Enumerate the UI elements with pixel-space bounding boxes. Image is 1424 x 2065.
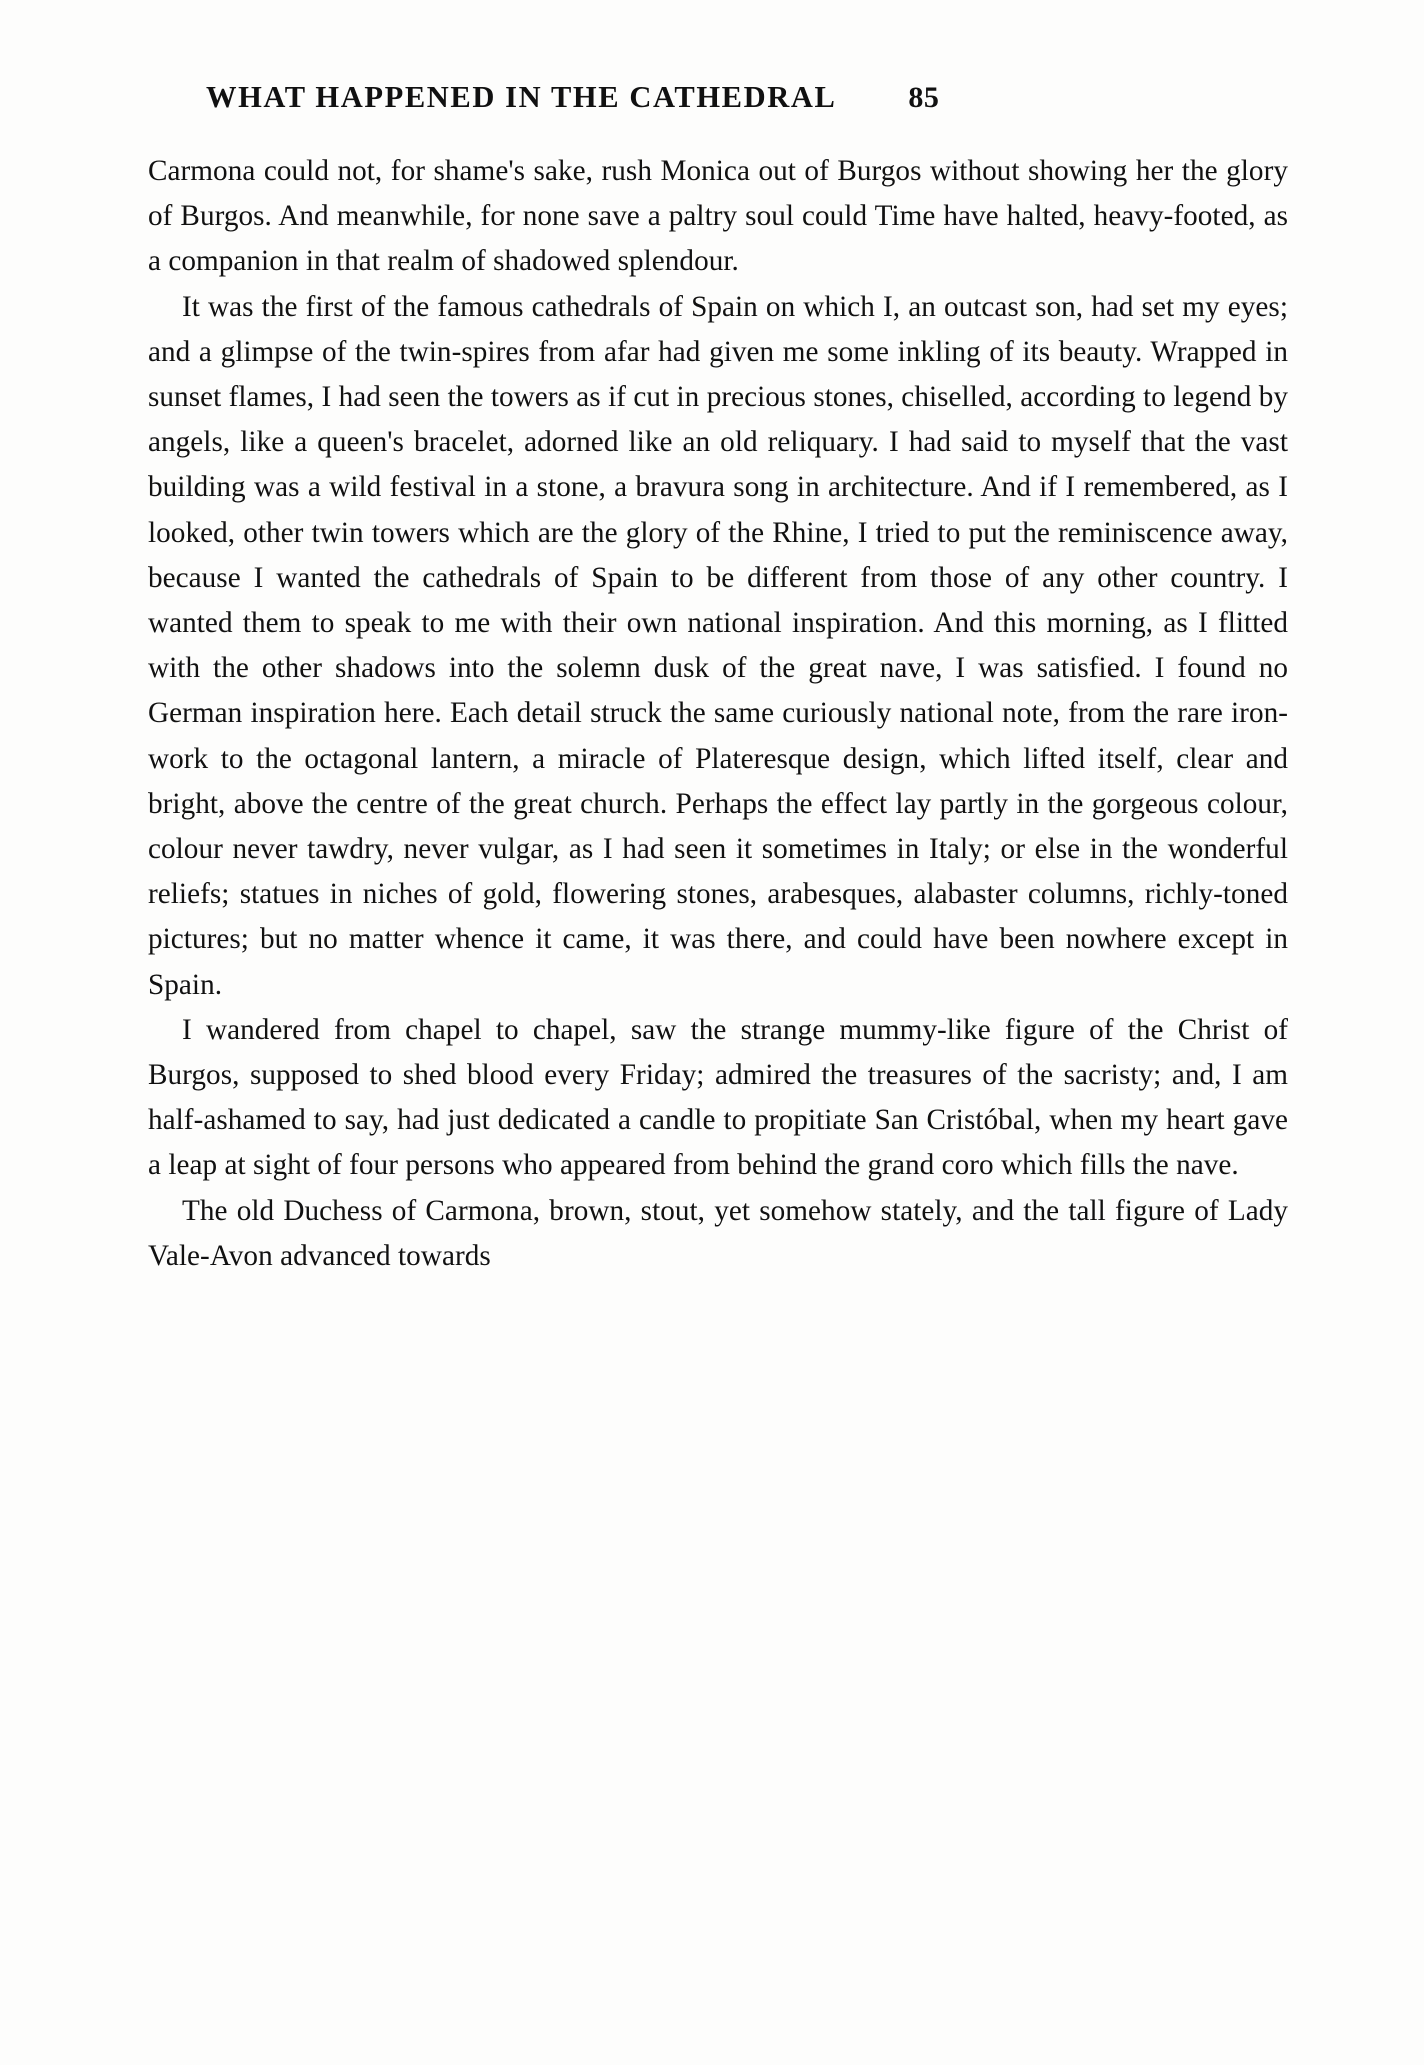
running-head-title: WHAT HAPPENED IN THE CATHEDRAL: [206, 80, 837, 114]
paragraph: The old Duchess of Carmona, brown, stout, yet somehow stately, and the tall figure of Lady Vale-Avon advanced towards: [148, 1194, 1288, 1272]
page-content: [148, 80, 1288, 1279]
page-number: 85: [908, 81, 940, 114]
body-text: [148, 149, 1288, 1279]
paragraph: I wandered from chapel to chapel, saw the strange mummy-like figure of the Christ of Burgos, supposed to shed blood every Friday; admired the treasures of the sacristy; and, I am half-ashamed to say, had just dedicated a candle to propitiate San Cristóbal, when my heart gave a leap at sight of four persons who appeared from behind the grand coro which fills the nave.: [148, 1013, 1288, 1182]
paragraph: It was the first of the famous cathedrals of Spain on which I, an outcast son, had set my eyes; and a glimpse of the twin-spires from afar had given me some inkling of its beauty. Wrapped in sunset flames, I had seen the towers as if cut in precious stones, chiselled, according to legend by angels, like a queen's bracelet, adorned like an old reliquary. I had said to myself that the vast building was a wild festival in a stone, a bravura song in architecture. And if I remembered, as I looked, other twin towers which are the glory of the Rhine, I tried to put the reminiscence away, because I wanted the cathedrals of Spain to be different from those of any other country. I wanted them to speak to me with their own national inspiration. And this morning, as I flitted with the other shadows into the solemn dusk of the great nave, I was satisfied. I found no German inspiration here. Each detail struck the same curiously national note, from the rare iron-work to the octagonal lantern, a miracle of Plateresque design, which lifted itself, clear and bright, above the centre of the great church. Perhaps the effect lay partly in the gorgeous colour, colour never tawdry, never vulgar, as I had seen it sometimes in Italy; or else in the wonderful reliefs; statues in niches of gold, flowering stones, arabesques, alabaster columns, richly-toned pictures; but no matter whence it came, it was there, and could have been nowhere except in Spain.: [148, 290, 1288, 1001]
running-head: [148, 80, 1288, 115]
paragraph: Carmona could not, for shame's sake, rush Monica out of Burgos without showing her the glory of Burgos. And meanwhile, for none save a paltry soul could Time have halted, heavy-footed, as a companion in that realm of shadowed splendour.: [148, 155, 1288, 278]
